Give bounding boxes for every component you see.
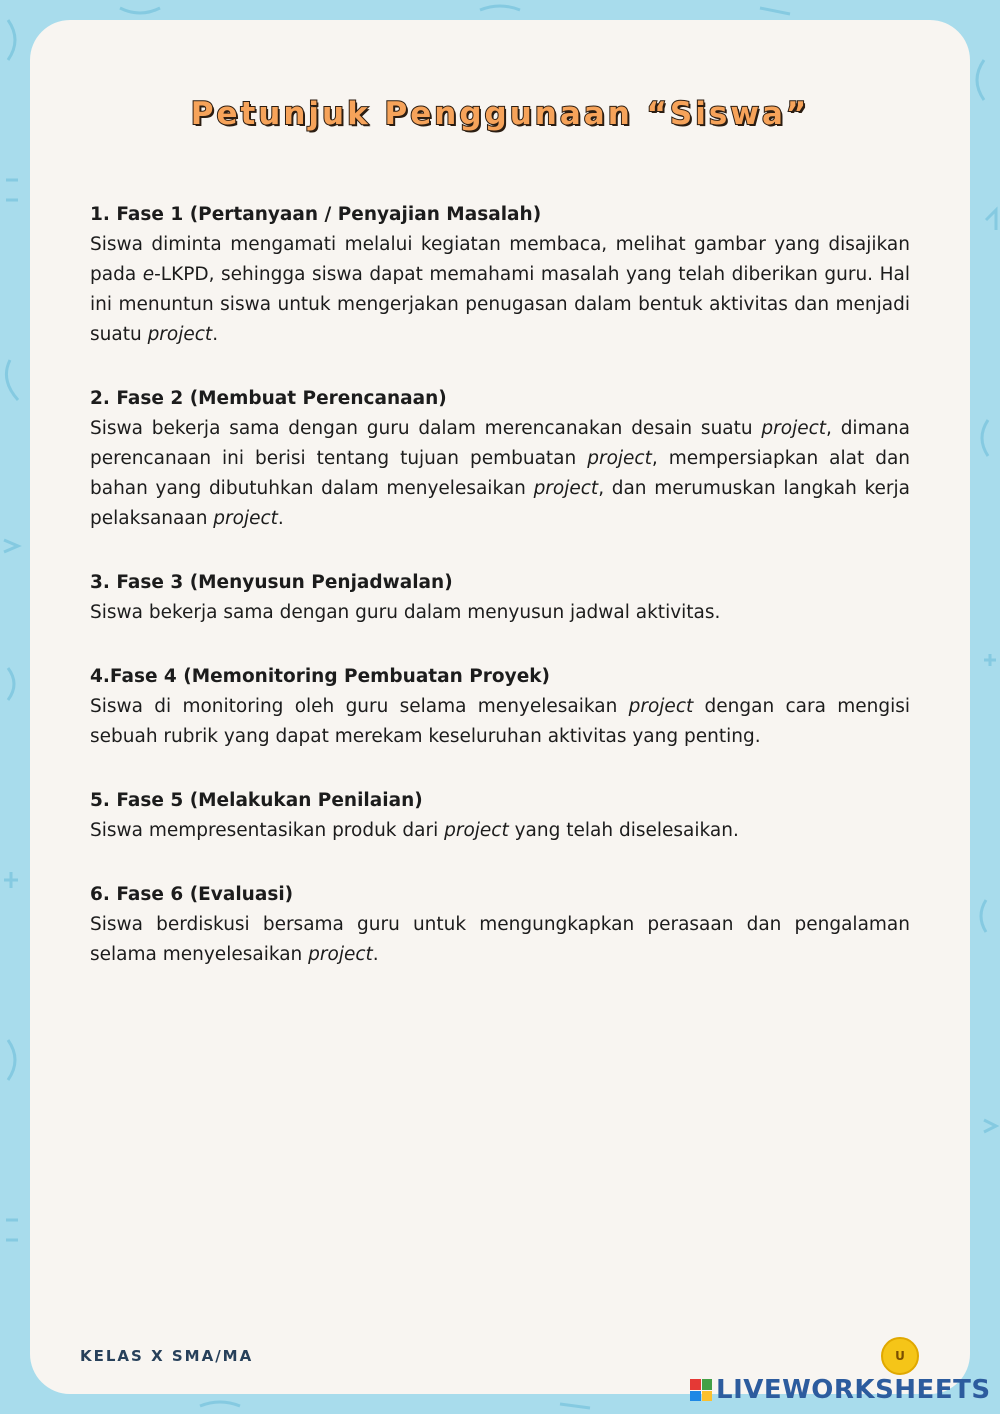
phase-1-body: Siswa diminta mengamati melalui kegiatan membaca, melihat gambar yang disajikan pada e-LKPD, sehingga siswa dapat memahami masalah yang telah diberikan guru. Hal ini menuntun siswa untuk mengerjakan penugasan dalam bentuk aktivitas dan menjadi suatu project. [90, 234, 910, 345]
phase-item [90, 200, 910, 350]
phase-item [90, 384, 910, 534]
phase-6-title: 6. Fase 6 (Evaluasi) [90, 884, 294, 905]
phase-2-body: Siswa bekerja sama dengan guru dalam merencanakan desain suatu project, dimana perencanaan ini berisi tentang tujuan pembuatan project, mempersiapkan alat dan bahan yang dibutuhkan dalam menyelesaikan project, dan merumuskan langkah kerja pelaksanaan project. [90, 418, 911, 529]
phase-5-body: Siswa mempresentasikan produk dari project yang telah diselesaikan. [90, 820, 739, 841]
instructions-list [90, 200, 910, 1004]
phase-1-title: 1. Fase 1 (Pertanyaan / Penyajian Masalah) [90, 204, 542, 225]
phase-item [90, 880, 910, 970]
logo-block [702, 1379, 713, 1390]
class-label: KELAS X SMA/MA [80, 1347, 254, 1365]
phase-3-title: 3. Fase 3 (Menyusun Penjadwalan) [90, 572, 453, 593]
phase-item [90, 786, 910, 846]
logo-block [690, 1391, 701, 1402]
liveworksheets-brand-text: LIVEWORKSHEETS [716, 1375, 991, 1405]
phase-4-body: Siswa di monitoring oleh guru selama menyelesaikan project dengan cara mengisi sebuah rubrik yang dapat merekam keseluruhan aktivitas yang penting. [90, 696, 910, 747]
liveworksheets-coin-icon[interactable]: U [881, 1337, 919, 1375]
page-title: Petunjuk Penggunaan “Siswa” [190, 96, 810, 132]
phase-item [90, 568, 910, 628]
phase-item [90, 662, 910, 752]
liveworksheets-logo[interactable] [690, 1374, 991, 1406]
logo-block [690, 1379, 701, 1390]
logo-block [702, 1391, 713, 1402]
phase-5-title: 5. Fase 5 (Melakukan Penilaian) [90, 790, 423, 811]
phase-4-title: 4.Fase 4 (Memonitoring Pembuatan Proyek) [90, 666, 551, 687]
phase-6-body: Siswa berdiskusi bersama guru untuk mengungkapkan perasaan dan pengalaman selama menyelesaikan project. [90, 914, 910, 965]
phase-3-body: Siswa bekerja sama dengan guru dalam menyusun jadwal aktivitas. [90, 602, 721, 623]
liveworksheets-blocks-icon [690, 1379, 712, 1401]
phase-2-title: 2. Fase 2 (Membuat Perencanaan) [90, 388, 447, 409]
